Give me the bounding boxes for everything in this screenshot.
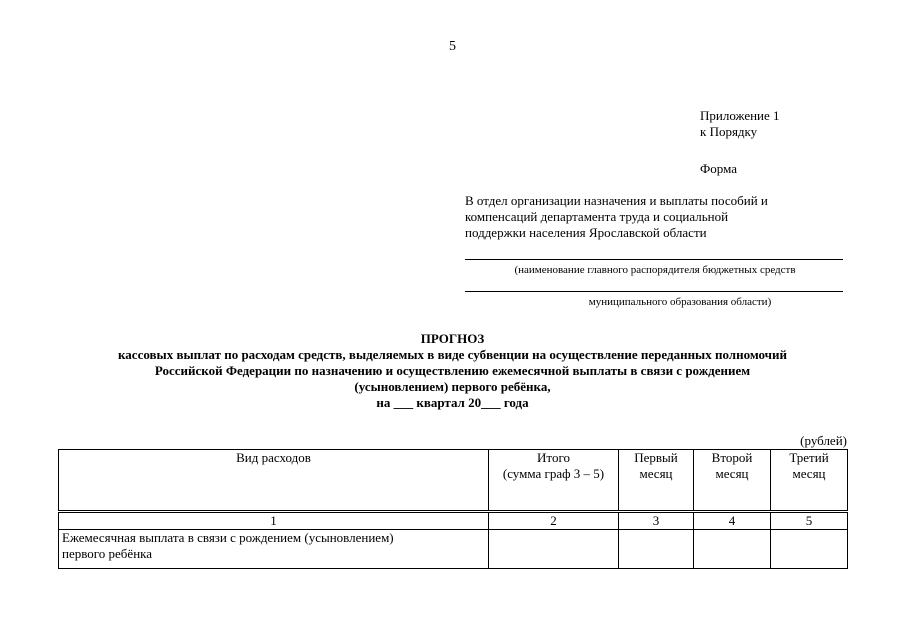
subtitle-line: Российской Федерации по назначению и осуществлению ежемесячной выплаты в связи с рождением <box>154 363 751 378</box>
fill-in-line <box>465 291 843 292</box>
forecast-table-body <box>58 512 848 569</box>
month-3-cell <box>771 530 848 569</box>
month-1-cell <box>619 530 694 569</box>
expense-type-text: Ежемесячная выплата в связи с рождением (усыновлением) <box>62 530 394 545</box>
page-number: 5 <box>449 39 456 54</box>
fill-in-caption: муниципального образования области) <box>588 296 772 308</box>
fill-in-caption: (наименование главного распорядителя бюджетных средств <box>514 264 796 276</box>
total-cell <box>489 530 619 569</box>
expense-type-text: первого ребёнка <box>62 546 153 561</box>
header-label: месяц <box>792 466 826 481</box>
units-label: (рублей) <box>800 433 847 448</box>
header-month-2 <box>694 450 771 511</box>
column-number: 1 <box>59 513 489 530</box>
header-label: Третий <box>789 450 829 465</box>
header-label: Первый <box>634 450 678 465</box>
appendix-block <box>700 108 780 140</box>
document-subtitle <box>55 347 850 411</box>
subtitle-line: (усыновлением) первого ребёнка, <box>354 379 551 394</box>
header-label: Вид расходов <box>236 450 311 465</box>
header-label: (сумма граф 3 – 5) <box>502 466 605 481</box>
recipient-line: компенсаций департамента труда и социальной <box>465 209 729 224</box>
column-number: 4 <box>694 513 771 530</box>
header-month-3 <box>771 450 848 511</box>
column-number: 2 <box>489 513 619 530</box>
header-label: Второй <box>711 450 753 465</box>
form-label: Форма <box>700 161 737 176</box>
month-2-cell <box>694 530 771 569</box>
document-title: ПРОГНОЗ <box>420 331 485 346</box>
appendix-reference: к Порядку <box>700 124 758 139</box>
header-label: месяц <box>639 466 673 481</box>
appendix-title: Приложение 1 <box>700 108 780 123</box>
recipient-block <box>465 193 845 241</box>
header-month-1 <box>619 450 694 511</box>
header-label: Итого <box>537 450 570 465</box>
recipient-line: поддержки населения Ярославской области <box>465 225 707 240</box>
header-total <box>489 450 619 511</box>
table-row <box>59 530 848 569</box>
subtitle-line: на ___ квартал 20___ года <box>376 395 529 410</box>
recipient-line: В отдел организации назначения и выплаты пособий и <box>465 193 768 208</box>
subtitle-line: кассовых выплат по расходам средств, выделяемых в виде субвенции на осуществление переданных полномочий <box>118 347 787 362</box>
forecast-table-header <box>58 449 848 511</box>
header-label: месяц <box>715 466 749 481</box>
fill-in-line <box>465 259 843 260</box>
column-number: 5 <box>771 513 848 530</box>
column-number-row <box>59 513 848 530</box>
header-expense-type <box>59 450 489 511</box>
expense-type-cell <box>59 530 489 569</box>
column-number: 3 <box>619 513 694 530</box>
